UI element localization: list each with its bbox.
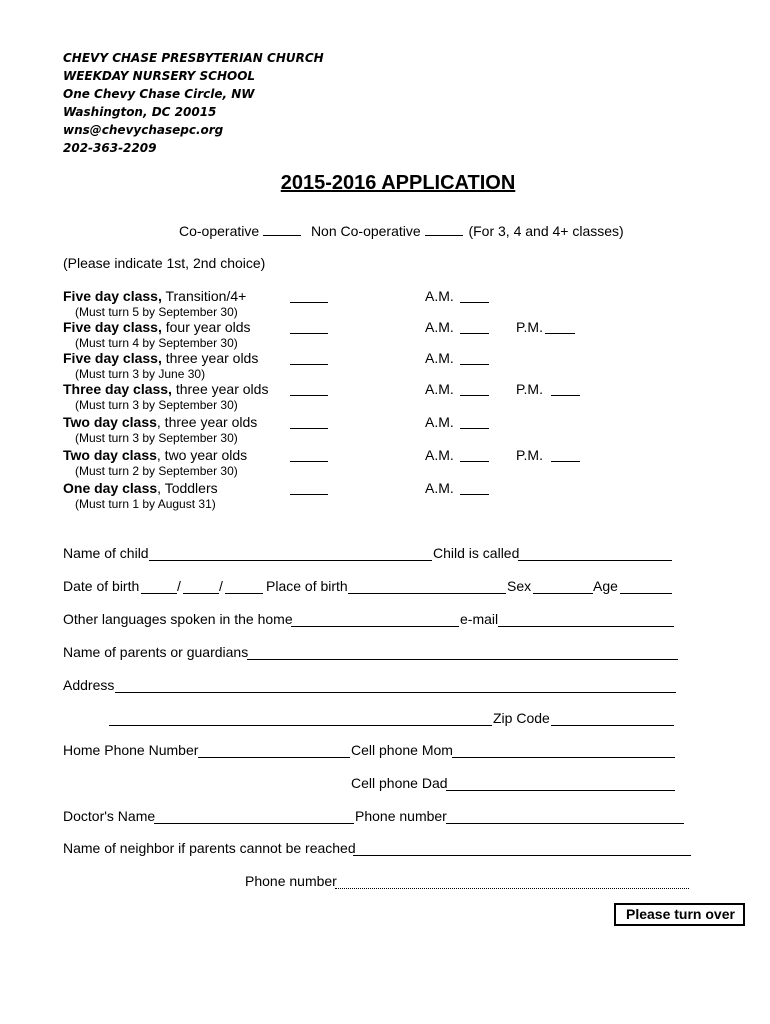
pm-blank[interactable] xyxy=(551,395,580,396)
class-age-requirement: (Must turn 3 by September 30) xyxy=(75,431,238,445)
class-age-requirement: (Must turn 3 by September 30) xyxy=(75,398,238,412)
am-label: A.M. xyxy=(425,350,454,366)
class-name-bold: Three day class, xyxy=(63,381,172,397)
class-choice-blank[interactable] xyxy=(290,395,328,396)
pm-label: P.M. xyxy=(516,447,543,463)
am-blank[interactable] xyxy=(460,364,489,365)
class-name-bold: Two day class xyxy=(63,414,157,430)
am-blank[interactable] xyxy=(460,333,489,334)
parents-field[interactable] xyxy=(247,659,678,660)
birthplace-field[interactable] xyxy=(348,593,506,594)
child-called-field[interactable] xyxy=(518,560,672,561)
class-age-requirement: (Must turn 2 by September 30) xyxy=(75,464,238,478)
school-name: WEEKDAY NURSERY SCHOOL xyxy=(63,69,256,83)
class-name-bold: One day class xyxy=(63,480,158,496)
class-choice-blank[interactable] xyxy=(290,494,328,495)
birthplace-label: Place of birth xyxy=(266,578,348,594)
languages-label: Other languages spoken in the home xyxy=(63,611,293,627)
am-label: A.M. xyxy=(425,381,454,397)
coop-blank[interactable] xyxy=(263,223,301,236)
doctor-phone-label: Phone number xyxy=(355,808,447,824)
class-name xyxy=(63,288,246,304)
class-choice-blank[interactable] xyxy=(290,364,328,365)
class-name xyxy=(63,480,218,496)
age-label: Age xyxy=(593,578,618,594)
child-called-label: Child is called xyxy=(433,545,520,561)
class-name-bold: Two day class xyxy=(63,447,157,463)
cell-mom-field[interactable] xyxy=(452,757,675,758)
class-choice-blank[interactable] xyxy=(290,428,328,429)
home-phone-label: Home Phone Number xyxy=(63,742,199,758)
cell-mom-label: Cell phone Mom xyxy=(351,742,453,758)
contact-email: wns@chevychasepc.org xyxy=(63,123,224,137)
dob-slash-2: / xyxy=(219,578,223,594)
am-blank[interactable] xyxy=(460,302,489,303)
class-choice-blank[interactable] xyxy=(290,461,328,462)
neighbor-phone-label: Phone number xyxy=(245,873,337,889)
class-name-desc: Transition/4+ xyxy=(161,288,247,304)
pm-label: P.M. xyxy=(516,381,543,397)
dob-label: Date of birth xyxy=(63,578,140,594)
turn-over-notice: Please turn over xyxy=(614,903,745,926)
email-field[interactable] xyxy=(498,626,674,627)
class-name-desc: three year olds xyxy=(161,350,259,366)
church-name: CHEVY CHASE PRESBYTERIAN CHURCH xyxy=(63,51,324,65)
am-blank[interactable] xyxy=(460,461,489,462)
city-address: Washington, DC 20015 xyxy=(63,105,217,119)
class-name xyxy=(63,414,257,430)
age-field[interactable] xyxy=(620,593,672,594)
zip-label: Zip Code xyxy=(493,710,550,726)
page-title: 2015-2016 APPLICATION xyxy=(280,172,516,194)
neighbor-field[interactable] xyxy=(353,855,691,856)
class-name-bold: Five day class, xyxy=(63,350,162,366)
class-age-requirement: (Must turn 5 by September 30) xyxy=(75,305,238,319)
am-label: A.M. xyxy=(425,288,454,304)
cell-dad-field[interactable] xyxy=(446,790,675,791)
street-address: One Chevy Chase Circle, NW xyxy=(63,87,255,101)
class-choice-blank[interactable] xyxy=(290,302,328,303)
address-line-2-field[interactable] xyxy=(109,725,492,726)
class-name-desc: four year olds xyxy=(161,319,251,335)
child-name-label: Name of child xyxy=(63,545,149,561)
languages-field[interactable] xyxy=(291,626,459,627)
am-label: A.M. xyxy=(425,480,454,496)
sex-label: Sex xyxy=(507,578,532,594)
class-name xyxy=(63,319,251,335)
contact-phone: 202-363-2209 xyxy=(63,141,157,155)
zip-field[interactable] xyxy=(551,725,674,726)
am-blank[interactable] xyxy=(460,428,489,429)
dob-year-field[interactable] xyxy=(225,593,263,594)
dob-day-field[interactable] xyxy=(183,593,219,594)
class-name-desc: , Toddlers xyxy=(157,480,218,496)
neighbor-phone-field[interactable] xyxy=(335,888,689,889)
am-label: A.M. xyxy=(425,414,454,430)
email-label: e-mail xyxy=(460,611,499,627)
class-name xyxy=(63,350,258,366)
home-phone-field[interactable] xyxy=(198,757,350,758)
class-name-bold: Five day class, xyxy=(63,319,162,335)
class-choice-blank[interactable] xyxy=(290,333,328,334)
noncoop-blank[interactable] xyxy=(425,223,463,236)
class-name xyxy=(63,381,268,397)
pm-blank[interactable] xyxy=(545,333,575,334)
dob-month-field[interactable] xyxy=(141,593,177,594)
pm-blank[interactable] xyxy=(551,461,580,462)
class-name xyxy=(63,447,247,463)
am-blank[interactable] xyxy=(460,395,489,396)
am-blank[interactable] xyxy=(460,494,489,495)
address-field[interactable] xyxy=(115,692,676,693)
program-note: (For 3, 4 and 4+ classes) xyxy=(468,223,624,239)
class-name-desc: , two year olds xyxy=(156,447,248,463)
am-label: A.M. xyxy=(425,447,454,463)
address-label: Address xyxy=(63,677,115,693)
class-name-desc: three year olds xyxy=(171,381,269,397)
class-name-desc: , three year olds xyxy=(156,414,258,430)
class-age-requirement: (Must turn 1 by August 31) xyxy=(75,497,216,511)
noncoop-label: Non Co-operative xyxy=(310,223,421,239)
doctor-label: Doctor's Name xyxy=(63,808,156,824)
doctor-field[interactable] xyxy=(154,823,354,824)
pm-label: P.M. xyxy=(516,319,543,335)
dob-slash-1: / xyxy=(177,578,181,594)
choice-instruction: (Please indicate 1st, 2nd choice) xyxy=(63,255,266,271)
parents-label: Name of parents or guardians xyxy=(63,644,249,660)
child-name-field[interactable] xyxy=(149,560,432,561)
doctor-phone-field[interactable] xyxy=(446,823,684,824)
class-name-bold: Five day class, xyxy=(63,288,162,304)
am-label: A.M. xyxy=(425,319,454,335)
cell-dad-label: Cell phone Dad xyxy=(351,775,448,791)
class-age-requirement: (Must turn 3 by June 30) xyxy=(75,367,206,381)
program-type-row xyxy=(179,223,624,239)
sex-field[interactable] xyxy=(533,593,593,594)
neighbor-label: Name of neighbor if parents cannot be reached xyxy=(63,840,356,856)
class-age-requirement: (Must turn 4 by September 30) xyxy=(75,336,238,350)
coop-label: Co-operative xyxy=(179,223,260,239)
